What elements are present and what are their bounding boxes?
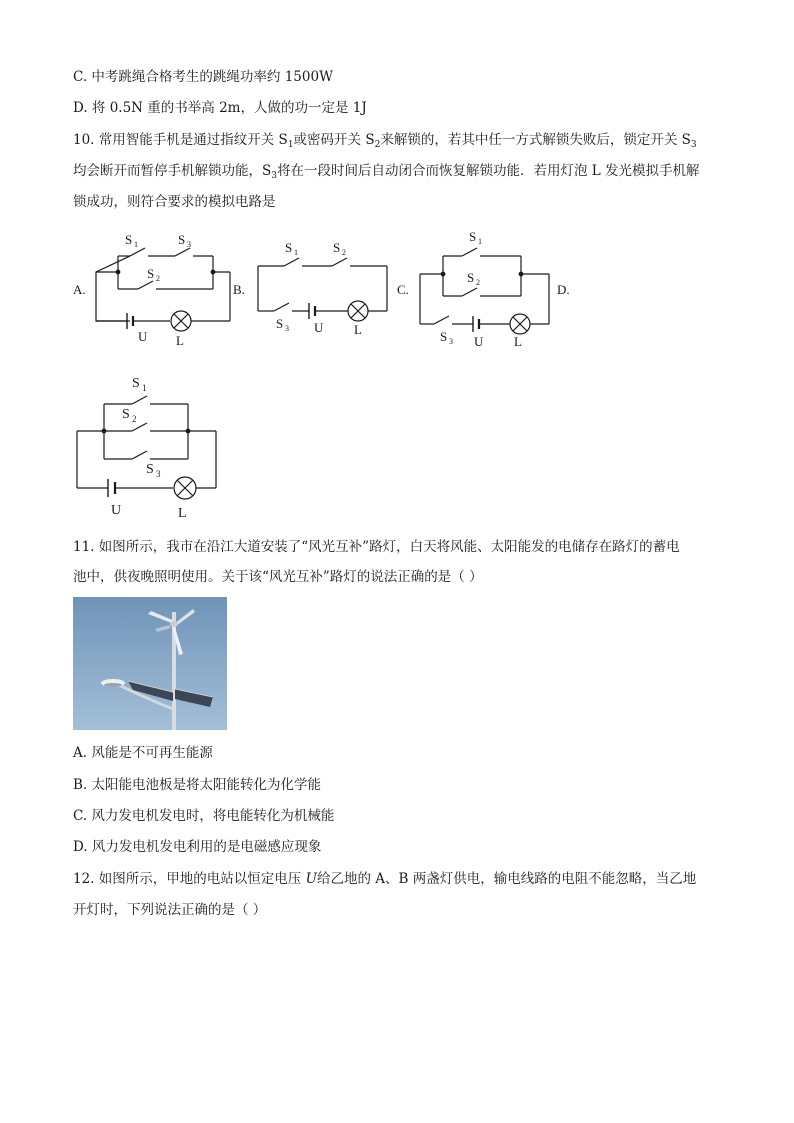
q12-stem-line-2: 开灯时，下列说法正确的是（ ） [73, 902, 267, 918]
label-sub: 3 [187, 240, 191, 249]
label-l: L [176, 333, 184, 348]
circuit-option-d [77, 376, 216, 521]
subscript: 3 [271, 171, 277, 181]
circuit-option-a [73, 232, 230, 348]
label-u: U [138, 329, 148, 344]
q12-stem-line-1 [73, 869, 696, 889]
q12-stem-part: 12. 如图所示，甲地的电站以恒定电压 [73, 871, 306, 887]
label-s: S [178, 232, 186, 247]
q10-stem-part: 或密码开关 S [293, 132, 375, 148]
label-sub: 1 [142, 383, 147, 393]
streetlight-illustration [73, 597, 227, 730]
label-option-c: C. [397, 282, 409, 297]
q9-option-c: C. 中考跳绳合格考生的跳绳功率约 1500W [73, 69, 333, 85]
label-s: S [333, 240, 341, 255]
label-sub: 2 [476, 278, 480, 287]
q11-stem-line-1: 11. 如图所示，我市在沿江大道安装了“风光互补”路灯，白天将风能、太阳能发的电储存在路灯的蓄电 [73, 539, 680, 555]
label-s: S [147, 266, 155, 281]
q9-option-d: D. 将 0.5N 重的书举高 2m，人做的功一定是 1J [73, 100, 367, 116]
label-s: S [276, 316, 284, 331]
q10-stem-part: 10. 常用智能手机是通过指纹开关 S [73, 132, 288, 148]
label-u: U [314, 320, 324, 335]
subscript: 1 [287, 140, 294, 150]
q11-option-d: D. 风力发电机发电利用的是电磁感应现象 [73, 839, 322, 855]
label-sub: 2 [342, 248, 346, 257]
q10-stem-part: 来解锁的，若其中任一方式解锁失败后，锁定开关 S [380, 132, 691, 148]
label-s: S [146, 462, 154, 477]
voltage-symbol: U [305, 871, 317, 887]
q10-stem-part: 将在一段时间后自动闭合而恢复解锁功能．若用灯泡 L 发光模拟手机解 [276, 163, 700, 179]
label-s: S [469, 229, 477, 244]
subscript: 2 [374, 140, 381, 150]
wind-solar-streetlight-photo [73, 597, 227, 730]
label-u: U [111, 503, 122, 518]
label-s: S [132, 376, 140, 391]
label-sub: 3 [449, 337, 453, 346]
label-sub: 3 [285, 324, 289, 333]
q11-stem-line-2: 池中，供夜晚照明使用。关于该“风光互补”路灯的说法正确的是（ ） [73, 569, 483, 585]
q10-stem-line-3: 锁成功，则符合要求的模拟电路是 [73, 194, 276, 210]
label-u: U [474, 334, 484, 349]
label-option-b: B. [233, 282, 245, 297]
q10-stem-part: 均会断开而暂停手机解锁功能，S [73, 163, 272, 179]
label-sub: 2 [156, 274, 160, 283]
label-option-d: D. [557, 282, 570, 297]
label-s: S [125, 232, 133, 247]
label-option-a: A. [73, 282, 86, 297]
label-sub: 3 [156, 469, 161, 479]
circuit-option-b [233, 240, 387, 337]
q11-option-c: C. 风力发电机发电时，将电能转化为机械能 [73, 808, 335, 824]
subscript: 3 [690, 140, 697, 150]
label-l: L [354, 322, 362, 337]
label-s: S [122, 407, 130, 422]
label-s: S [440, 329, 448, 344]
q10-circuit-diagrams [0, 0, 794, 540]
q11-option-b: B. 太阳能电池板是将太阳能转化为化学能 [73, 777, 322, 793]
circuit-option-c [397, 229, 570, 349]
label-sub: 2 [132, 414, 137, 424]
label-l: L [514, 334, 522, 349]
q11-option-a: A. 风能是不可再生能源 [73, 745, 213, 761]
q12-stem-part: 给乙地的 A、B 两盏灯供电，输电线路的电阻不能忽略，当乙地 [316, 871, 697, 887]
label-s: S [467, 270, 475, 285]
label-sub: 1 [478, 237, 482, 246]
label-s: S [285, 240, 293, 255]
label-l: L [178, 506, 187, 521]
label-sub: 1 [134, 240, 138, 249]
label-sub: 1 [294, 248, 298, 257]
